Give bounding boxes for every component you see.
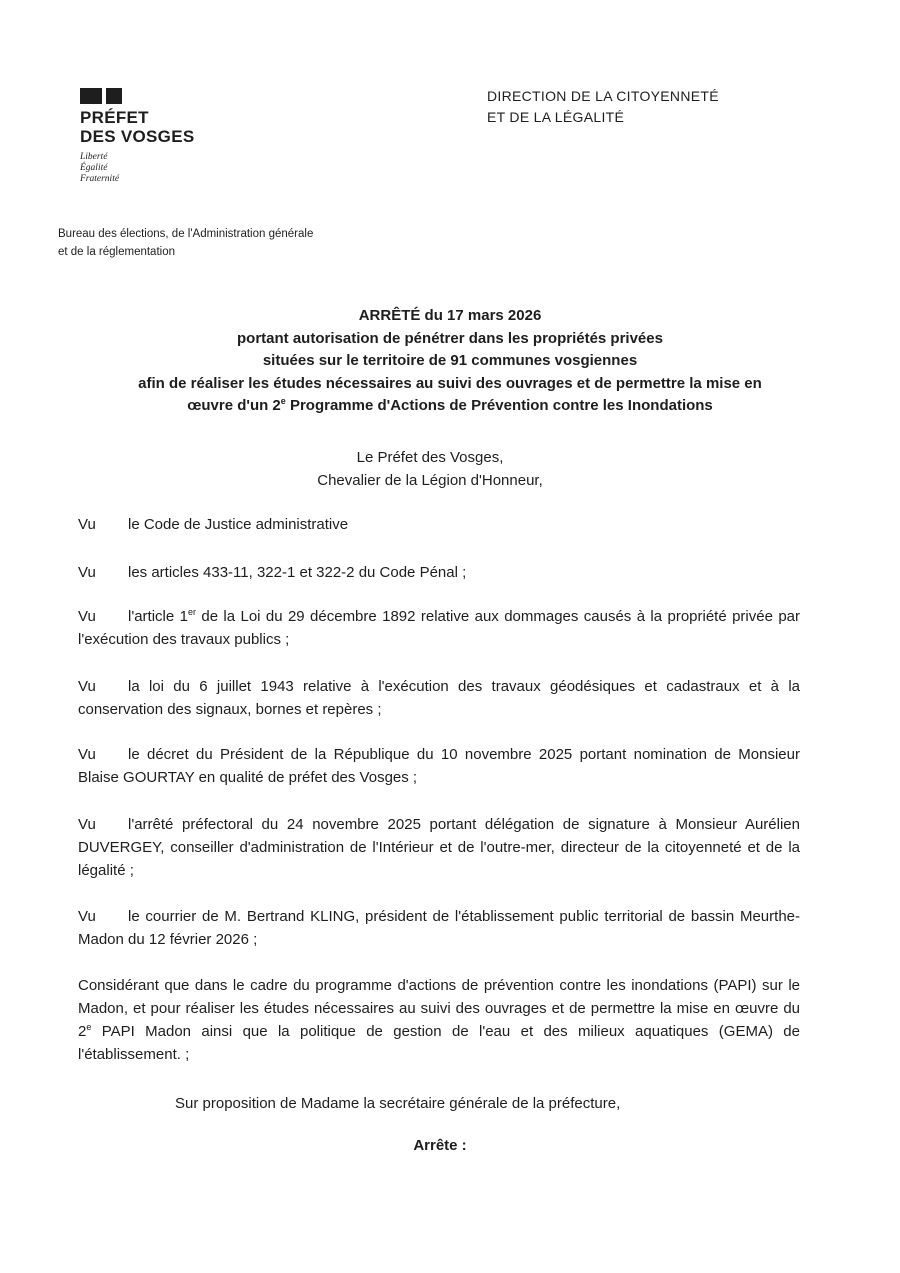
bureau-label <box>58 225 313 261</box>
title-line5-a: œuvre d'un 2 <box>187 397 281 414</box>
visa-text: les articles 433-11, 322-1 et 322-2 du Code Pénal ; <box>128 564 467 581</box>
title-line1: ARRÊTÉ du 17 mars 2026 <box>358 307 542 324</box>
visa-article-sup: er <box>187 607 196 617</box>
direction-line2: ET DE LA LÉGALITÉ <box>487 109 625 125</box>
vu-keyword: Vu <box>78 746 96 763</box>
devise-egalite: Égalité <box>80 163 108 173</box>
visa-arrete-delegation <box>78 813 800 882</box>
prefet-logo <box>80 88 194 185</box>
visa-text: la loi du 6 juillet 1943 relative à l'exécution des travaux géodésiques et cadastraux et à la conservation des signaux, bornes et repères ; <box>78 678 800 718</box>
devise-liberte: Liberté <box>80 152 108 162</box>
visa-article-a: l'article 1 <box>128 608 188 625</box>
title-line3: situées sur le territoire de 91 communes vosgiennes <box>262 352 638 369</box>
consider-b: PAPI Madon ainsi que la politique de gestion de l'eau et des milieux aquatiques (GEMA) de l'établissement. ; <box>78 1023 800 1063</box>
consider-sup: e <box>86 1022 92 1032</box>
arrete-heading: Arrête : <box>413 1137 467 1154</box>
visa-loi-1892 <box>78 605 800 651</box>
bureau-line2: et de la réglementation <box>58 246 175 258</box>
visa-code-justice <box>78 513 800 536</box>
direction-line1: DIRECTION DE LA CITOYENNETÉ <box>487 88 719 104</box>
vu-keyword: Vu <box>78 516 96 533</box>
visa-code-penal <box>78 561 800 584</box>
considerant-paragraph <box>78 974 800 1066</box>
marianne-icon <box>80 88 194 104</box>
vu-keyword: Vu <box>78 678 96 695</box>
document-title <box>0 305 900 418</box>
visa-decret-nomination <box>78 743 800 789</box>
logo-line2: DES VOSGES <box>80 127 195 146</box>
devise <box>80 152 194 185</box>
intro-line1: Le Préfet des Vosges, <box>356 449 504 466</box>
devise-fraternite: Fraternité <box>80 174 120 184</box>
logo-line1: PRÉFET <box>80 108 149 127</box>
visa-text: le courrier de M. Bertrand KLING, président de l'établissement public territorial de bassin Meurthe-Madon du 12 février 2026 ; <box>78 908 800 948</box>
intro-line2: Chevalier de la Légion d'Honneur, <box>317 472 543 489</box>
visa-text: l'arrêté préfectoral du 24 novembre 2025 portant délégation de signature à Monsieur Aurélien DUVERGEY, conseiller d'administration de l'Intérieur et de l'outre-mer, directeur de la citoyenneté et de la légalité ; <box>78 816 800 879</box>
visa-loi-1943 <box>78 675 800 721</box>
title-line5-b: Programme d'Actions de Prévention contre les Inondations <box>285 397 713 414</box>
bureau-line1: Bureau des élections, de l'Administration générale <box>58 228 314 240</box>
title-line5-sup: e <box>280 396 286 406</box>
title-line2: portant autorisation de pénétrer dans les propriétés privées <box>237 329 663 347</box>
vu-keyword: Vu <box>78 816 96 833</box>
vu-keyword: Vu <box>78 608 96 625</box>
visa-courrier <box>78 905 800 951</box>
prefet-intro <box>0 446 860 492</box>
proposition-line: Sur proposition de Madame la secrétaire générale de la préfecture, <box>175 1095 621 1112</box>
visa-text: le décret du Président de la République du 10 novembre 2025 portant nomination de Monsieur Blaise GOURTAY en qualité de préfet des Vosges ; <box>78 746 800 786</box>
title-line4: afin de réaliser les études nécessaires au suivi des ouvrages et de permettre la mise en <box>138 374 762 392</box>
visa-article-b: de la Loi du 29 décembre 1892 relative aux dommages causés à la propriété privée par l'exécution des travaux publics ; <box>78 608 801 648</box>
consider-a: Considérant que dans le cadre du programme d'actions de prévention contre les inondations (PAPI) sur le Madon, et pour réaliser les études nécessaires au suivi des ouvrages et de permettre la mise en œuvre du 2 <box>78 977 800 1040</box>
title-line5 <box>0 395 900 418</box>
vu-keyword: Vu <box>78 908 96 925</box>
direction-heading <box>487 86 719 128</box>
vu-keyword: Vu <box>78 564 96 581</box>
visa-text: le Code de Justice administrative <box>128 516 349 533</box>
